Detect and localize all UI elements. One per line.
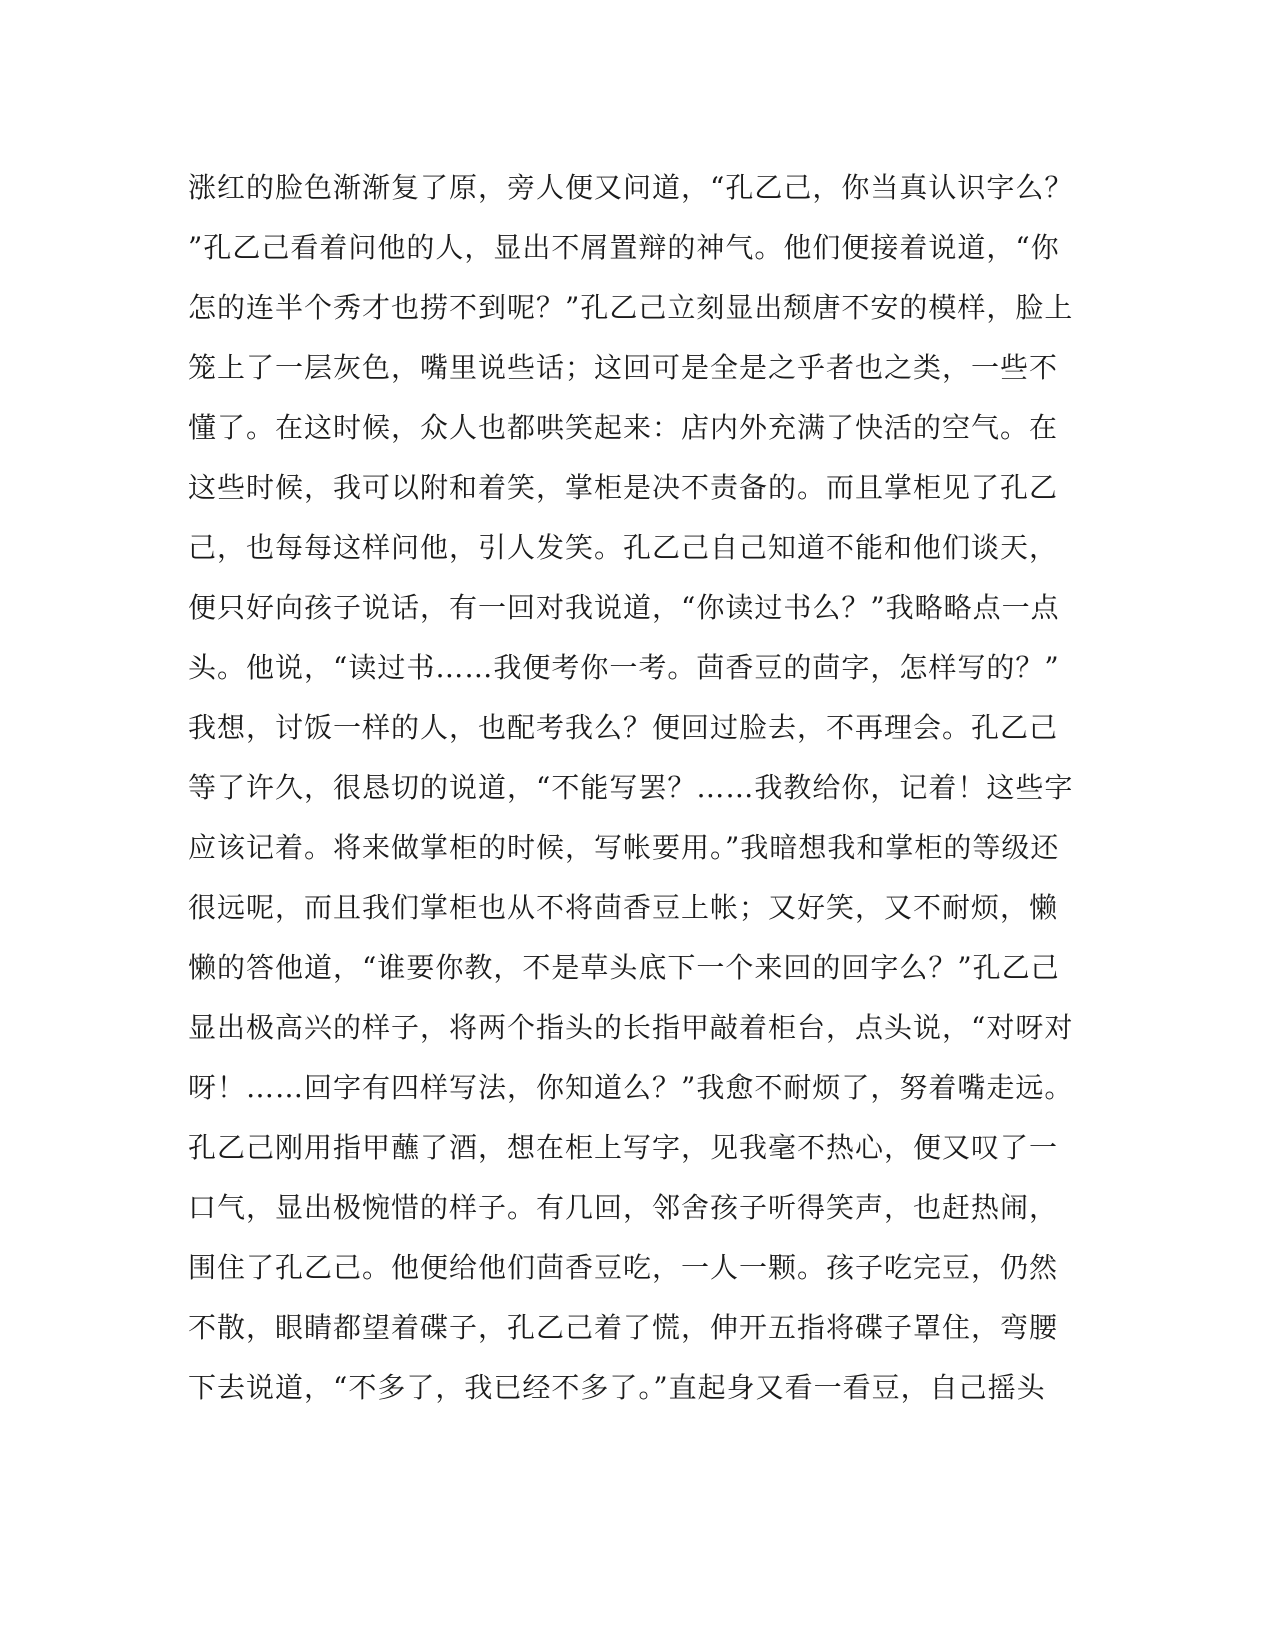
text-line: 呀！……回字有四样写法，你知道么？”我愈不耐烦了，努着嘴走远。: [188, 1071, 1074, 1104]
text-line: 应该记着。将来做掌柜的时候，写帐要用。”我暗想我和掌柜的等级还: [188, 831, 1060, 864]
text-line: ”孔乙己看着问他的人，显出不屑置辩的神气。他们便接着说道，“你: [188, 231, 1060, 264]
text-line: 很远呢，而且我们掌柜也从不将茴香豆上帐；又好笑，又不耐烦，懒: [188, 891, 1059, 924]
text-line: 懒的答他道，“谁要你教，不是草头底下一个来回的回字么？”孔乙己: [188, 951, 1060, 984]
text-line: 己，也每每这样问他，引人发笑。孔乙己自己知道不能和他们谈天，: [188, 531, 1059, 564]
text-line: 口气，显出极惋惜的样子。有几回，邻舍孩子听得笑声，也赶热闹，: [188, 1191, 1059, 1224]
text-line: 围住了孔乙己。他便给他们茴香豆吃，一人一颗。孩子吃完豆，仍然: [188, 1251, 1059, 1284]
text-line: 我想，讨饭一样的人，也配考我么？便回过脸去，不再理会。孔乙己: [188, 711, 1059, 744]
text-line: 显出极高兴的样子，将两个指头的长指甲敲着柜台，点头说，“对呀对: [188, 1011, 1074, 1044]
text-line: 笼上了一层灰色，嘴里说些话；这回可是全是之乎者也之类，一些不: [188, 351, 1059, 384]
text-line: 等了许久，很恳切的说道，“不能写罢？……我教给你，记着！这些字: [188, 771, 1074, 804]
text-line: 这些时候，我可以附和着笑，掌柜是决不责备的。而且掌柜见了孔乙: [188, 471, 1059, 504]
text-line: 下去说道，“不多了，我已经不多了。”直起身又看一看豆，自己摇头: [188, 1371, 1046, 1404]
text-line: 孔乙己刚用指甲蘸了酒，想在柜上写字，见我毫不热心，便又叹了一: [188, 1131, 1059, 1164]
text-line: 懂了。在这时候，众人也都哄笑起来：店内外充满了快活的空气。在: [188, 411, 1059, 444]
text-line: 涨红的脸色渐渐复了原，旁人便又问道，“孔乙己，你当真认识字么？: [188, 171, 1074, 204]
body-text: [188, 158, 1074, 1418]
text-line: 头。他说，“读过书……我便考你一考。茴香豆的茴字，怎样写的？”: [188, 651, 1060, 684]
text-line: 不散，眼睛都望着碟子，孔乙己着了慌，伸开五指将碟子罩住，弯腰: [188, 1311, 1059, 1344]
text-line: 怎的连半个秀才也捞不到呢？”孔乙己立刻显出颓唐不安的模样，脸上: [188, 291, 1074, 324]
text-line: 便只好向孩子说话，有一回对我说道，“你读过书么？”我略略点一点: [188, 591, 1060, 624]
